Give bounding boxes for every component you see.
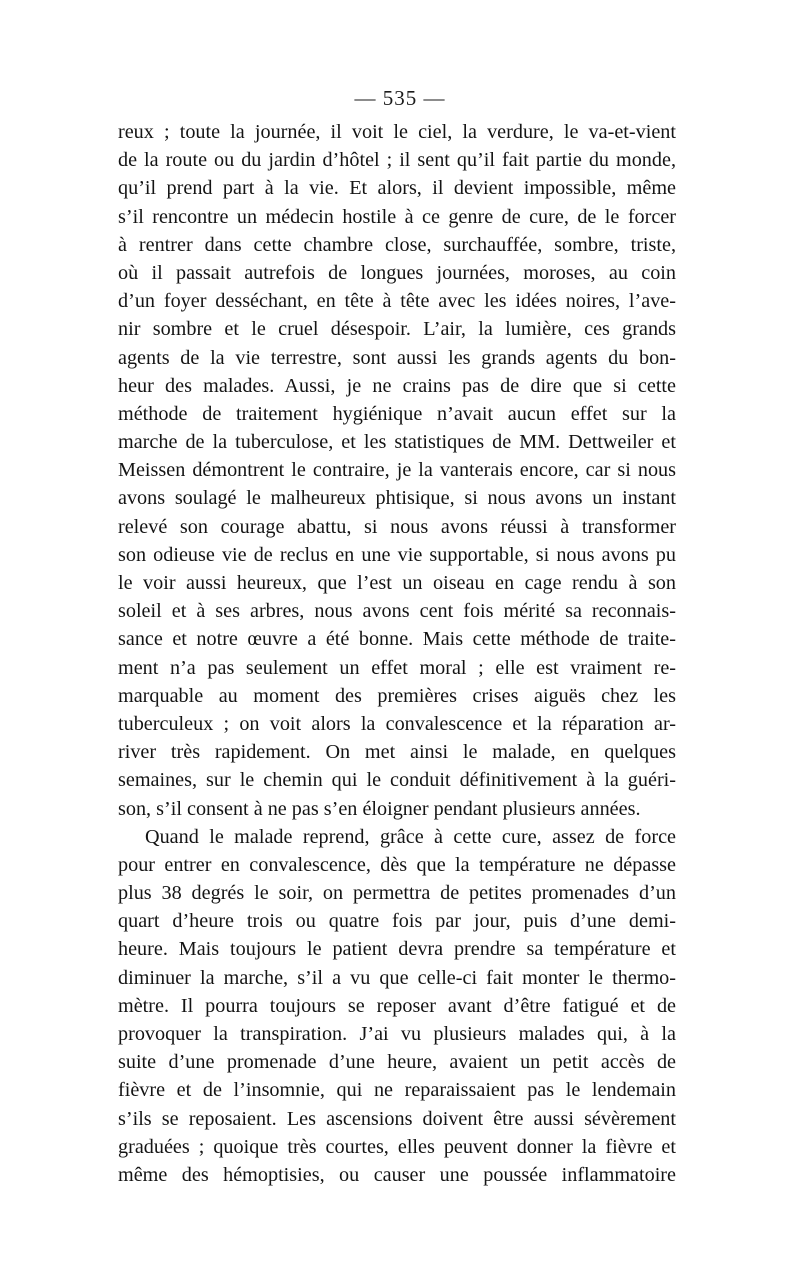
text-line: Quand le malade reprend, grâce à cette cure, assez de force bbox=[145, 825, 676, 848]
text-line: avons soulagé le malheureux phtisique, si nous avons un instant bbox=[118, 487, 676, 510]
text-line: reux ; toute la journée, il voit le ciel, la verdure, le va-et-vient bbox=[118, 121, 676, 143]
text-line: heur des malades. Aussi, je ne crains pas de dire que si cette bbox=[118, 374, 676, 397]
body-text bbox=[118, 118, 676, 1189]
text-line: qu’il prend part à la vie. Et alors, il devient impossible, même bbox=[118, 177, 676, 200]
text-line: son, s’il consent à ne pas s’en éloigner pendant plusieurs années. bbox=[118, 797, 641, 820]
text-line: ment n’a pas seulement un effet moral ; elle est vraiment re- bbox=[118, 656, 676, 679]
text-line: mètre. Il pourra toujours se reposer avant d’être fatigué et de bbox=[118, 994, 676, 1017]
text-line: heure. Mais toujours le patient devra prendre sa température et bbox=[118, 938, 676, 961]
text-line: soleil et à ses arbres, nous avons cent fois mérité sa reconnais- bbox=[118, 600, 676, 623]
text-line: Meissen démontrent le contraire, je la vanterais encore, car si nous bbox=[118, 459, 676, 482]
text-line: s’il rencontre un médecin hostile à ce genre de cure, de le forcer bbox=[118, 205, 676, 228]
text-line: provoquer la transpiration. J’ai vu plusieurs malades qui, à la bbox=[118, 1023, 676, 1045]
text-line: méthode de traitement hygiénique n’avait aucun effet sur la bbox=[118, 402, 676, 425]
text-line: où il passait autrefois de longues journées, moroses, au coin bbox=[118, 261, 676, 284]
text-line: semaines, sur le chemin qui le conduit définitivement à la guéri- bbox=[118, 769, 676, 792]
text-line: s’ils se reposaient. Les ascensions doivent être aussi sévèrement bbox=[118, 1107, 676, 1130]
text-line: marche de la tuberculose, et les statistiques de MM. Dettweiler et bbox=[118, 431, 676, 454]
text-line: tuberculeux ; on voit alors la convalescence et la réparation ar- bbox=[118, 712, 676, 735]
text-line: suite d’une promenade d’une heure, avaient un petit accès de bbox=[118, 1051, 676, 1074]
page-number: — 535 — bbox=[354, 86, 446, 110]
text-line: agents de la vie terrestre, sont aussi les grands agents du bon- bbox=[118, 346, 676, 369]
text-line: quart d’heure trois ou quatre fois par jour, puis d’une demi- bbox=[118, 910, 676, 933]
text-line: sance et notre œuvre a été bonne. Mais cette méthode de traite- bbox=[118, 628, 676, 651]
text-line: son odieuse vie de reclus en une vie supportable, si nous avons pu bbox=[118, 543, 676, 566]
text-line: river très rapidement. On met ainsi le malade, en quelques bbox=[118, 741, 676, 764]
text-line: diminuer la marche, s’il a vu que celle-ci fait monter le thermo- bbox=[118, 966, 676, 989]
text-line: relevé son courage abattu, si nous avons réussi à transformer bbox=[118, 515, 676, 538]
text-line: nir sombre et le cruel désespoir. L’air, la lumière, ces grands bbox=[118, 318, 676, 341]
text-line: fièvre et de l’insomnie, qui ne reparaissaient pas le lendemain bbox=[118, 1079, 676, 1102]
text-line: graduées ; quoique très courtes, elles peuvent donner la fièvre et bbox=[118, 1135, 676, 1158]
text-line: à rentrer dans cette chambre close, surchauffée, sombre, triste, bbox=[118, 233, 676, 256]
text-line: le voir aussi heureux, que l’est un oiseau en cage rendu à son bbox=[118, 572, 676, 594]
text-line: plus 38 degrés le soir, on permettra de petites promenades d’un bbox=[118, 882, 676, 905]
text-line: pour entrer en convalescence, dès que la température ne dépasse bbox=[118, 853, 676, 876]
text-line: marquable au moment des premières crises aiguës chez les bbox=[118, 684, 676, 707]
text-line: même des hémoptisies, ou causer une poussée inflammatoire bbox=[118, 1163, 676, 1186]
text-line: d’un foyer desséchant, en tête à tête avec les idées noires, l’ave- bbox=[118, 290, 676, 313]
text-line: de la route ou du jardin d’hôtel ; il sent qu’il fait partie du monde, bbox=[118, 149, 676, 172]
